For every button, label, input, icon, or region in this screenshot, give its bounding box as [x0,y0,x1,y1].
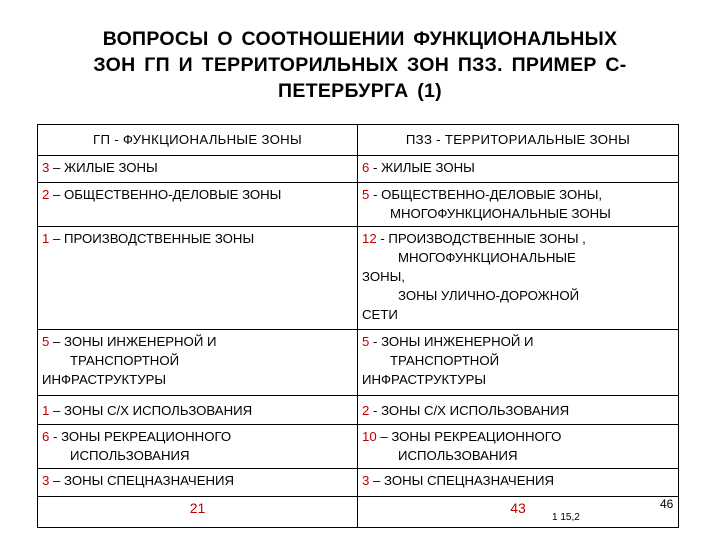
zone-label-continued: ИСПОЛЬЗОВАНИЯ [70,448,190,463]
zone-label: - ЗОНЫ РЕКРЕАЦИОННОГО [49,429,232,444]
zone-label-continued: СЕТИ [362,307,398,322]
zone-label-continued: ТРАНСПОРТНОЙ [390,353,500,368]
total-pzz: 43 [358,497,679,528]
cell-pzz [358,227,679,330]
title-line-3: ПЕТЕРБУРГА (1) [278,80,442,102]
table-header-row [38,125,679,156]
zone-label-continued: ТРАНСПОРТНОЙ [70,353,180,368]
cell-pzz [358,330,679,396]
zone-label: – ОБЩЕСТВЕННО-ДЕЛОВЫЕ ЗОНЫ [49,187,282,202]
cell-gp [38,330,358,396]
table-row [38,183,679,227]
cell-gp [38,469,358,497]
zone-label: – ЗОНЫ С/Х ИСПОЛЬЗОВАНИЯ [49,402,253,418]
cell-pzz [358,183,679,227]
zones-comparison-table [37,124,679,528]
zone-count: 2 [42,187,50,202]
table-row [38,425,679,469]
zone-label-continued: МНОГОФУНКЦИОНАЛЬНЫЕ [398,250,576,265]
zone-count: 5 [362,334,370,349]
zone-label-continued: ЗОНЫ, [362,269,405,284]
header-gp: ГП - ФУНКЦИОНАЛЬНЫЕ ЗОНЫ [38,125,358,156]
zone-label-continued: ИНФРАСТРУКТУРЫ [42,372,167,387]
zone-label: – ЗОНЫ СПЕЦНАЗНАЧЕНИЯ [369,473,555,488]
table-row [38,330,679,396]
zone-label: – ЗОНЫ РЕКРЕАЦИОННОГО [376,429,562,444]
footnote: 1 15,2 [552,512,580,523]
zone-label: - ОБЩЕСТВЕННО-ДЕЛОВЫЕ ЗОНЫ, [369,187,603,202]
cell-gp [38,425,358,469]
table-row [38,469,679,497]
table-row [38,227,679,330]
slide-title [40,26,680,104]
zone-label: - ЖИЛЫЕ ЗОНЫ [369,160,475,175]
totals-row [38,497,679,528]
header-pzz: ПЗЗ - ТЕРРИТОРИАЛЬНЫЕ ЗОНЫ [358,125,679,156]
title-line-2: ЗОН ГП И ТЕРРИТОРИЛЬНЫХ ЗОН ПЗЗ. ПРИМЕР С- [93,54,627,76]
zone-label: – ЗОНЫ СПЕЦНАЗНАЧЕНИЯ [49,473,235,488]
zone-label: - ЗОНЫ ИНЖЕНЕРНОЙ И [369,334,534,349]
zone-count: 6 [42,429,50,444]
zone-label: - ПРОИЗВОДСТВЕННЫЕ ЗОНЫ , [376,231,586,246]
cell-pzz [358,425,679,469]
cell-pzz [358,469,679,497]
zone-label: – ПРОИЗВОДСТВЕННЫЕ ЗОНЫ [49,231,255,246]
zone-count: 2 [362,402,370,418]
cell-gp [38,227,358,330]
zone-count: 1 [42,402,50,418]
zone-count: 12 [362,231,377,246]
zone-count: 10 [362,429,377,444]
zone-count: 1 [42,231,50,246]
zone-label-continued: ИСПОЛЬЗОВАНИЯ [398,448,518,463]
title-line-1: ВОПРОСЫ О СООТНОШЕНИИ ФУНКЦИОНАЛЬНЫХ [102,28,618,50]
zone-count: 3 [42,160,50,175]
zone-count: 3 [362,473,370,488]
zone-label: – ЗОНЫ ИНЖЕНЕРНОЙ И [49,334,217,349]
cell-pzz [358,396,679,425]
zone-count: 3 [42,473,50,488]
table-row [38,156,679,183]
zone-label-continued: ИНФРАСТРУКТУРЫ [362,372,487,387]
zone-label-continued: ЗОНЫ УЛИЧНО-ДОРОЖНОЙ [398,288,580,303]
zone-count: 6 [362,160,370,175]
zone-label: - ЗОНЫ С/Х ИСПОЛЬЗОВАНИЯ [369,402,570,418]
zone-label: – ЖИЛЫЕ ЗОНЫ [49,160,158,175]
cell-gp [38,156,358,183]
cell-pzz [358,156,679,183]
table-row [38,396,679,425]
total-gp: 21 [38,497,358,528]
cell-gp [38,183,358,227]
zone-label-continued: МНОГОФУНКЦИОНАЛЬНЫЕ ЗОНЫ [390,206,611,221]
zone-count: 5 [362,187,370,202]
zone-count: 5 [42,334,50,349]
page-number: 46 [660,497,674,511]
cell-gp [38,396,358,425]
